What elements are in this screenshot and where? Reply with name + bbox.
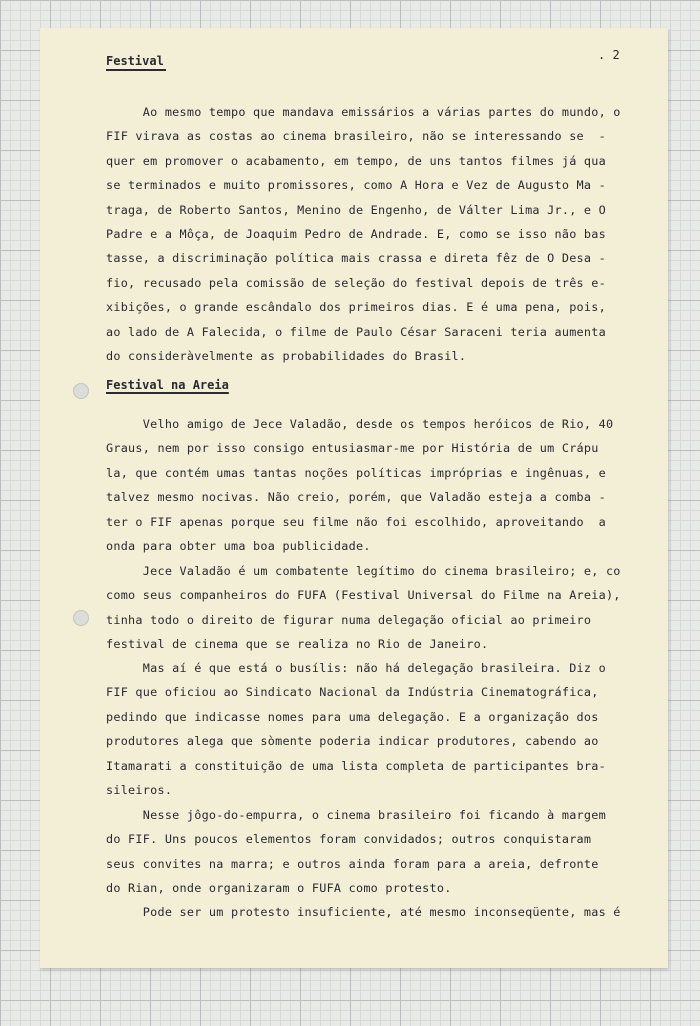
text-line: se terminados e muito promissores, como A Hora e Vez de Augusto Ma - [106, 178, 606, 193]
text-line: do FIF. Uns poucos elementos foram convidados; outros conquistaram [106, 832, 592, 847]
text-line: onda para obter uma boa publicidade. [106, 538, 371, 553]
text-line: FIF que oficiou ao Sindicato Nacional da Indústria Cinematográfica, [106, 685, 599, 700]
text-line: do Rian, onde organizaram o FUFA como protesto. [106, 881, 452, 896]
text-line: quer em promover o acabamento, em tempo, de uns tantos filmes já qua [106, 153, 606, 168]
paragraph-1 [106, 100, 626, 368]
text-line: Itamarati a constituição de uma lista completa de participantes bra- [106, 758, 606, 773]
text-line: produtores alega que sòmente poderia indicar produtores, cabendo ao [106, 734, 599, 749]
page-number: . 2 [598, 48, 620, 62]
paragraph-4 [106, 656, 626, 802]
text-line: pedindo que indicasse nomes para uma delegação. E a organização dos [106, 709, 599, 724]
text-line: fio, recusado pela comissão de seleção do festival depois de três e- [106, 275, 606, 290]
text-line: sileiros. [106, 782, 173, 797]
text-line: Padre e a Môça, de Joaquim Pedro de Andrade. E, como se isso não bas [106, 226, 606, 241]
header-underline [106, 69, 166, 71]
text-line: ter o FIF apenas porque seu filme não foi escolhido, aproveitando a [106, 514, 606, 529]
text-line: Nesse jôgo-do-empurra, o cinema brasileiro foi ficando à margem [106, 808, 606, 822]
text-line: talvez mesmo nocivas. Não creio, porém, que Valadão esteja a comba - [106, 490, 606, 505]
text-line: traga, de Roberto Santos, Menino de Engenho, de Válter Lima Jr., e O [106, 202, 606, 217]
text-line: do consideràvelmente as probabilidades do Brasil. [106, 348, 467, 363]
paragraph-6 [106, 900, 626, 924]
text-line: Pode ser um protesto insuficiente, até mesmo inconseqüente, mas é [106, 905, 621, 919]
text-line: la, que contém umas tantas noções políticas impróprias e ingênuas, e [106, 465, 606, 480]
punch-hole [73, 383, 89, 399]
text-line: seus convites na marra; e outros ainda foram para a areia, defronte [106, 856, 599, 871]
text-line: como seus companheiros do FUFA (Festival Universal do Filme na Areia), [106, 588, 621, 603]
text-line: Velho amigo de Jece Valadão, desde os tempos heróicos de Rio, 40 [106, 417, 614, 431]
text-line: ao lado de A Falecida, o filme de Paulo César Saraceni teria aumenta [106, 324, 606, 339]
text-line: xibições, o grande escândalo dos primeiros dias. E é uma pena, pois, [106, 300, 606, 315]
section-heading: Festival na Areia [106, 378, 229, 392]
header-title: Festival [106, 54, 164, 68]
text-line: Graus, nem por isso consigo entusiasmar-me por História de um Crápu [106, 441, 599, 456]
paragraph-3 [106, 559, 626, 657]
paragraph-5 [106, 803, 626, 901]
paragraph-2 [106, 412, 626, 558]
text-line: Ao mesmo tempo que mandava emissários a várias partes do mundo, o [106, 105, 621, 119]
text-line: FIF virava as costas ao cinema brasileiro, não se interessando se - [106, 129, 606, 144]
text-line: tinha todo o direito de figurar numa delegação oficial ao primeiro [106, 612, 592, 627]
text-line: Jece Valadão é um combatente legítimo do cinema brasileiro; e, co [106, 564, 621, 578]
punch-hole [73, 610, 89, 626]
text-line: Mas aí é que está o busílis: não há delegação brasileira. Diz o [106, 661, 606, 675]
text-line: festival de cinema que se realiza no Rio de Janeiro. [106, 637, 489, 652]
text-line: tasse, a discriminação política mais crassa e direta fêz de O Desa - [106, 251, 606, 266]
